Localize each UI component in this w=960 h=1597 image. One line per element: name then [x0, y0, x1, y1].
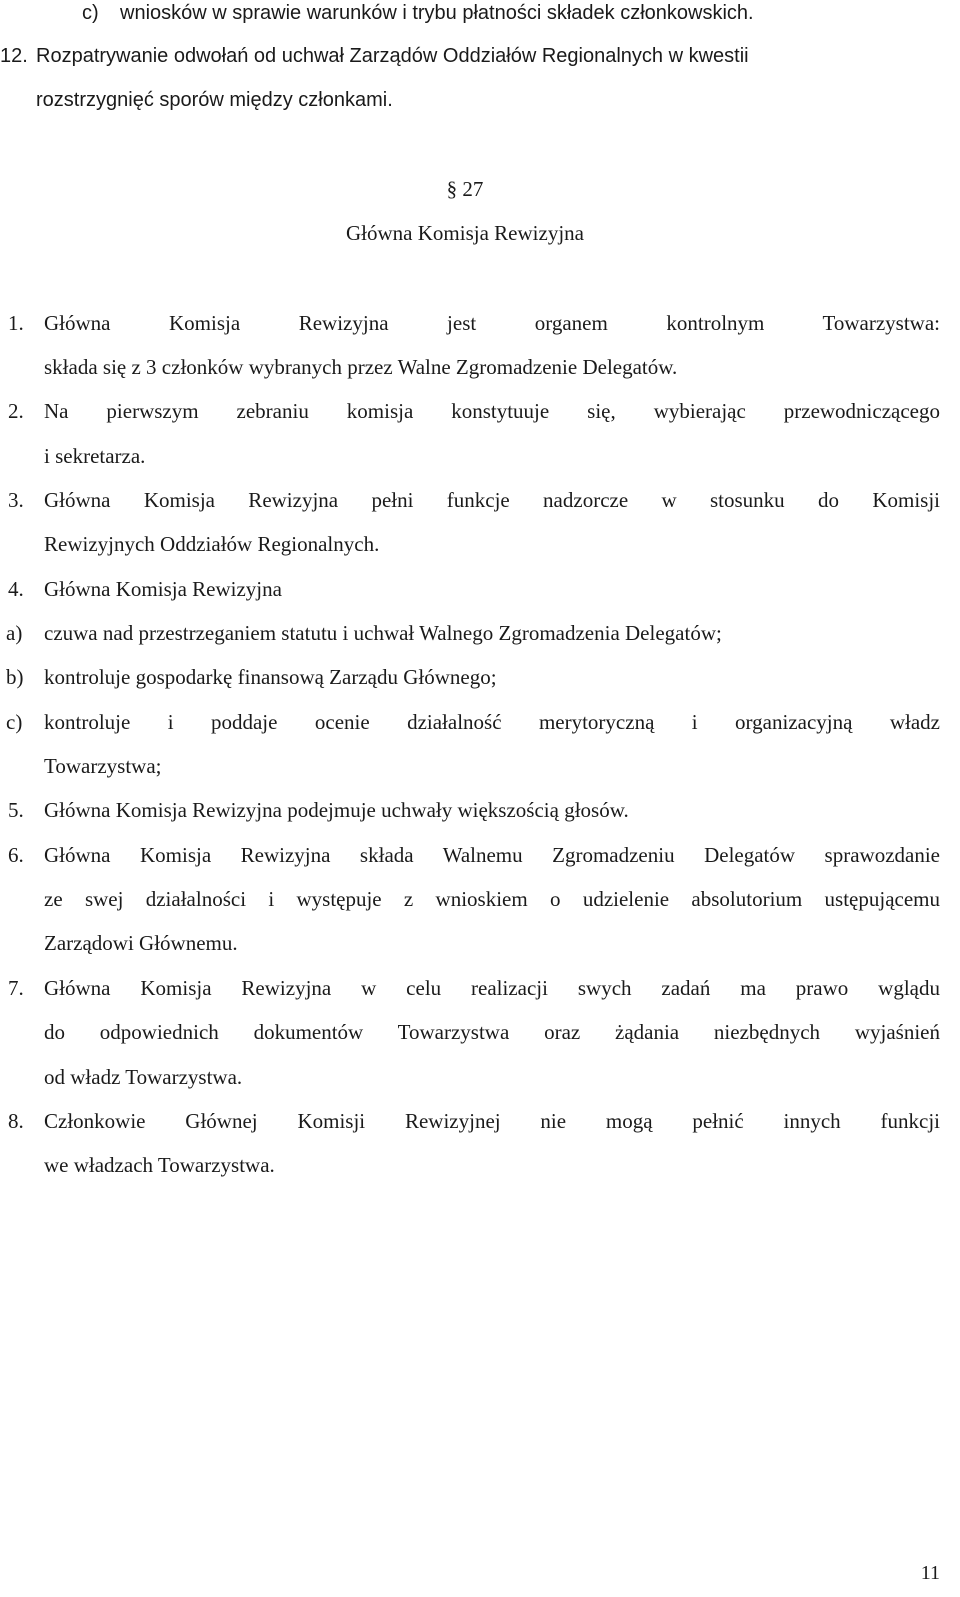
item-4a-label: a): [6, 621, 23, 645]
item-4a-line-1: czuwa nad przestrzeganiem statutu i uchwał Walnego Zgromadzenia Delegatów;: [44, 621, 722, 645]
item-1-line-1: Główna Komisja Rewizyjna jest organem kontrolnym Towarzystwa:: [44, 311, 940, 335]
item-6-number: 6.: [8, 843, 24, 867]
section-title: Główna Komisja Rewizyjna: [346, 221, 584, 245]
item-c-label: c): [82, 2, 99, 24]
page-number: 11: [920, 1562, 940, 1584]
item-c-text: wniosków w sprawie warunków i trybu płatności składek członkowskich.: [120, 2, 754, 24]
item-8-line-1: Członkowie Głównej Komisji Rewizyjnej nie mogą pełnić innych funkcji: [44, 1109, 940, 1133]
item-7-line-1: Główna Komisja Rewizyjna w celu realizacji swych zadań ma prawo wglądu: [44, 976, 940, 1000]
item-7-number: 7.: [8, 976, 24, 1000]
item-2-line-1: Na pierwszym zebraniu komisja konstytuuje się, wybierając przewodniczącego: [44, 399, 940, 423]
item-4c-label: c): [6, 710, 23, 734]
item-7-line-2: do odpowiednich dokumentów Towarzystwa oraz żądania niezbędnych wyjaśnień: [44, 1020, 940, 1044]
item-7-line-3: od władz Towarzystwa.: [44, 1065, 243, 1089]
item-3-line-2: Rewizyjnych Oddziałów Regionalnych.: [44, 532, 380, 556]
item-6-line-3: Zarządowi Głównemu.: [44, 931, 238, 955]
item-1-number: 1.: [8, 311, 24, 335]
item-12-number: 12.: [0, 45, 28, 67]
item-1-line-2: składa się z 3 członków wybranych przez Walne Zgromadzenie Delegatów.: [44, 355, 678, 379]
section-paragraph-number: § 27: [446, 177, 484, 201]
item-6-line-2: ze swej działalności i występuje z wnioskiem o udzielenie absolutorium ustępującemu: [44, 887, 940, 911]
item-4-line-1: Główna Komisja Rewizyjna: [44, 577, 282, 601]
item-12-line-1: Rozpatrywanie odwołań od uchwał Zarządów Oddziałów Regionalnych w kwestii: [36, 45, 749, 67]
item-8-line-2: we władzach Towarzystwa.: [44, 1153, 275, 1177]
item-3-number: 3.: [8, 488, 24, 512]
item-6-line-1: Główna Komisja Rewizyjna składa Walnemu Zgromadzeniu Delegatów sprawozdanie: [44, 843, 940, 867]
item-4c-line-2: Towarzystwa;: [44, 754, 162, 778]
item-4b-line-1: kontroluje gospodarkę finansową Zarządu Głównego;: [44, 665, 497, 689]
item-3-line-1: Główna Komisja Rewizyjna pełni funkcje nadzorcze w stosunku do Komisji: [44, 488, 940, 512]
item-4-number: 4.: [8, 577, 24, 601]
item-5-number: 5.: [8, 798, 24, 822]
item-2-number: 2.: [8, 399, 24, 423]
item-4b-label: b): [6, 665, 24, 689]
item-5-line-1: Główna Komisja Rewizyjna podejmuje uchwały większością głosów.: [44, 798, 629, 822]
item-12-line-2: rozstrzygnięć sporów między członkami.: [36, 89, 393, 111]
item-2-line-2: i sekretarza.: [44, 444, 146, 468]
item-4c-line-1: kontroluje i poddaje ocenie działalność merytoryczną i organizacyjną władz: [44, 710, 940, 734]
item-8-number: 8.: [8, 1109, 24, 1133]
